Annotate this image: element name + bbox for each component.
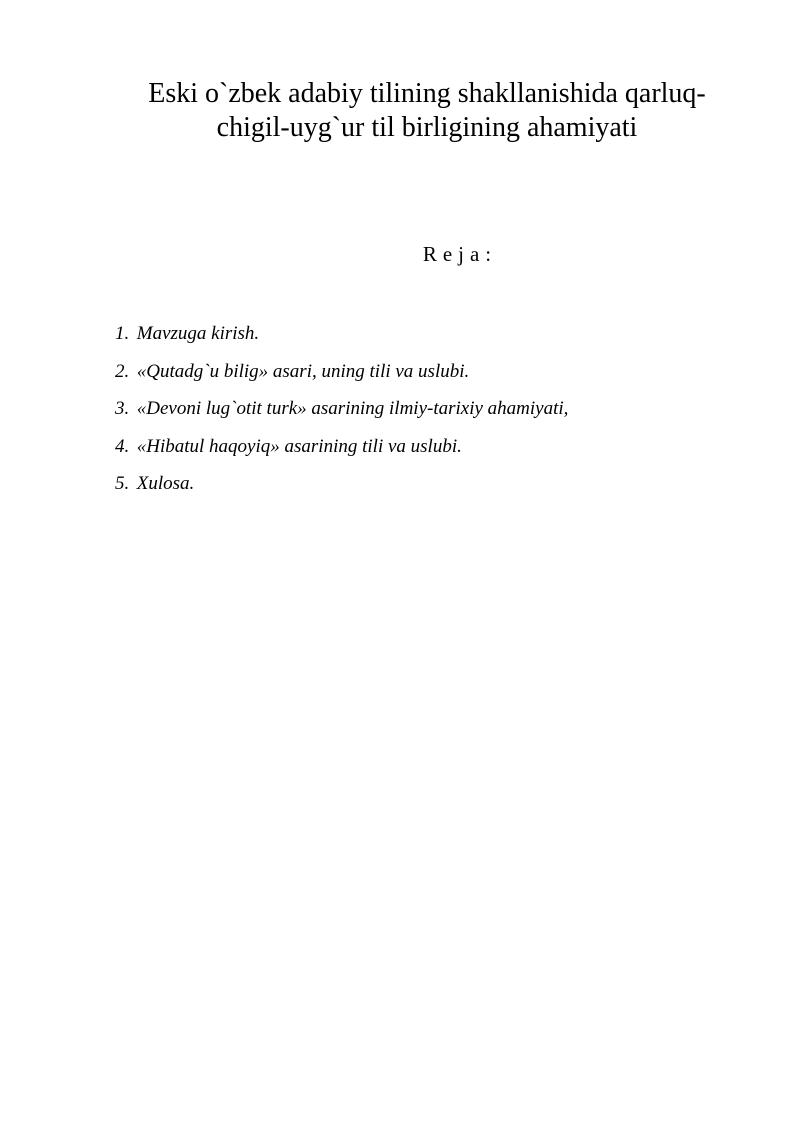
- plan-item: [115, 394, 568, 432]
- plan-item-number: 4.: [115, 435, 130, 457]
- plan-item-number: 5.: [115, 473, 130, 494]
- plan-item: [115, 432, 568, 470]
- plan-list: [115, 319, 568, 507]
- title-line-2: chigil-uyg`ur til birligining ahamiyati: [216, 112, 638, 143]
- plan-item-text: Mavzuga kirish.: [136, 323, 260, 344]
- plan-heading: Reja:: [422, 242, 498, 266]
- plan-item-text: «Hibatul haqoyiq» asarining tili va uslubi.: [136, 435, 462, 457]
- plan-item-text: Xulosa.: [136, 473, 195, 494]
- title-line-1: Eski o`zbek adabiy tilining shakllanishida qarluq-: [148, 78, 706, 109]
- plan-item-text: «Devoni lug`otit turk» asarining ilmiy-tarixiy ahamiyati,: [136, 398, 569, 419]
- plan-item-number: 1.: [115, 323, 130, 344]
- plan-item-text: «Qutadg`u bilig» asari, uning tili va uslubi.: [136, 360, 470, 382]
- plan-item: [115, 469, 568, 507]
- plan-item: [115, 357, 568, 395]
- plan-item: [115, 319, 568, 357]
- document-title: [120, 77, 734, 145]
- plan-item-number: 3.: [115, 398, 130, 419]
- plan-item-number: 2.: [115, 360, 130, 382]
